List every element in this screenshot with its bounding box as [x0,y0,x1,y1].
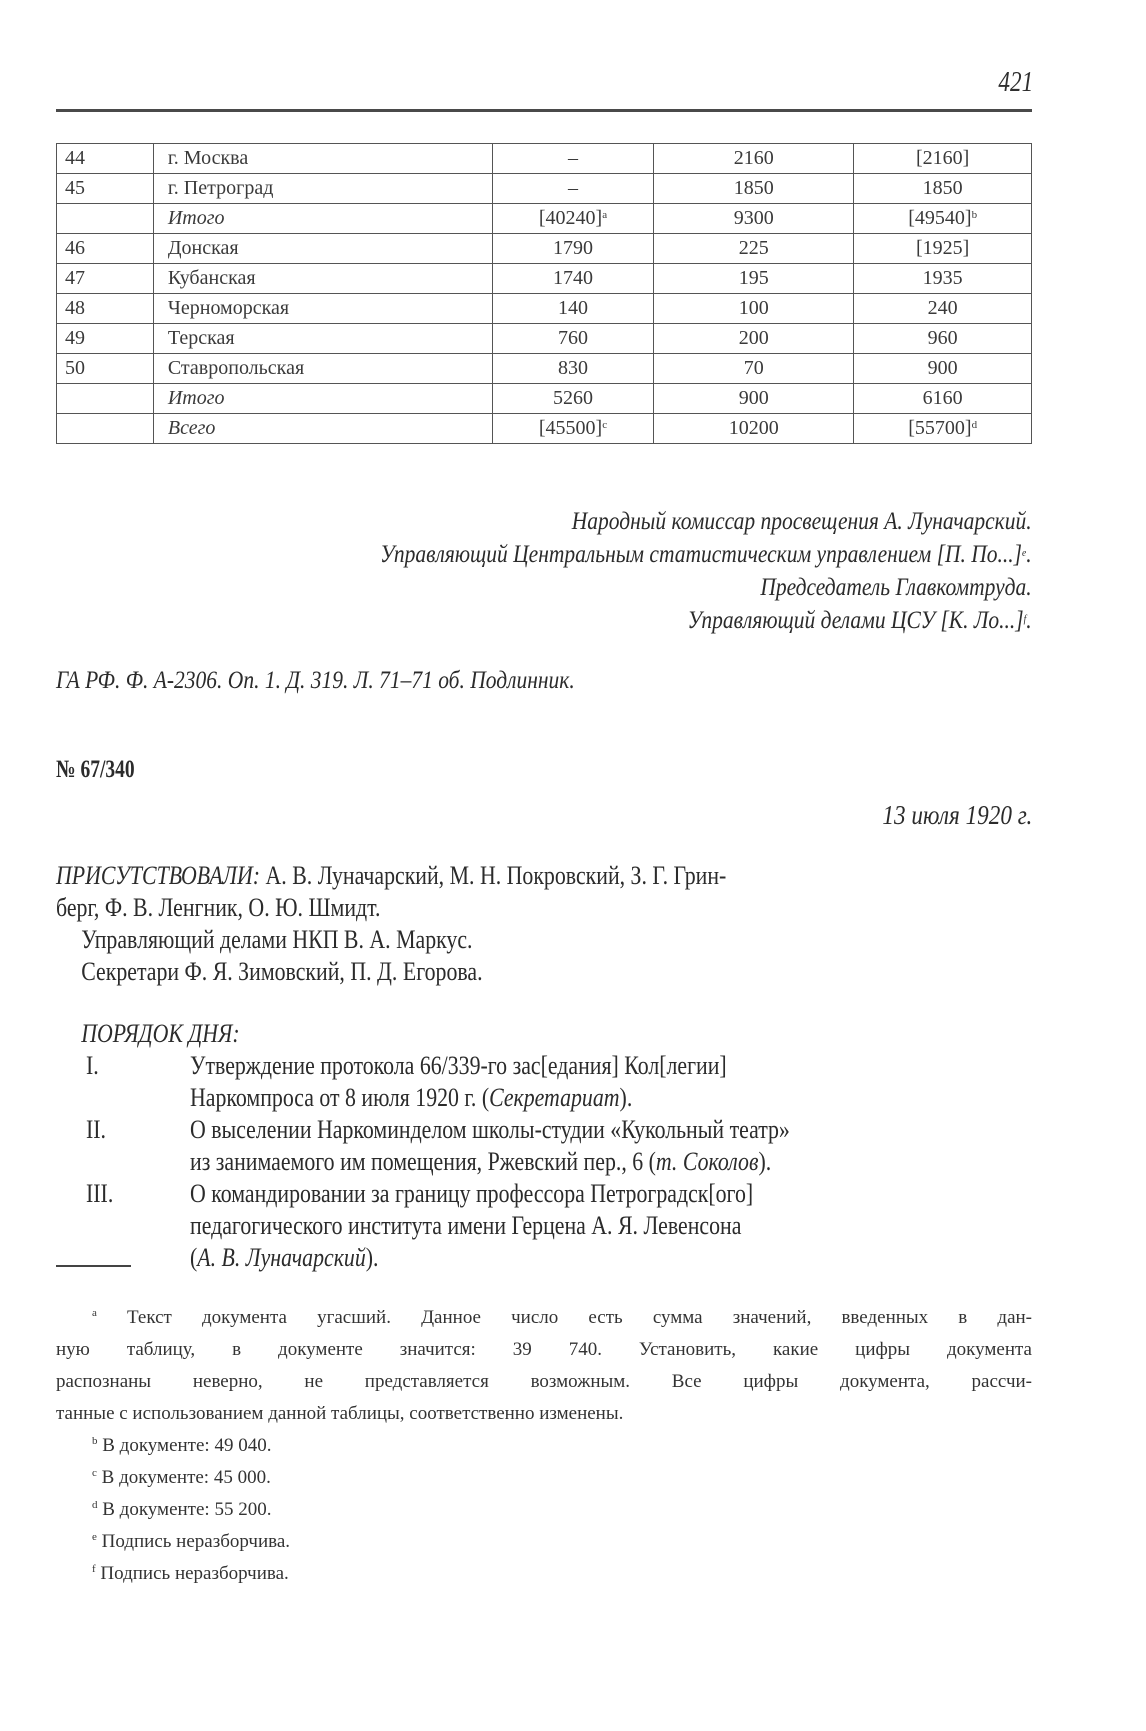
row-number-cell: 50 [57,354,154,384]
row-number-cell: 48 [57,294,154,324]
manager-line: Управляющий делами НКП В. А. Маркус. [81,925,473,954]
footnote-separator [56,1265,131,1267]
row-number-cell: 46 [57,234,154,264]
footnote-mark: f [92,1563,96,1575]
page-number: 421 [998,66,1034,98]
table-row [57,294,1032,324]
agenda-item: I. Утверждение протокола 66/339-го зас[едания] Кол[легии] Наркомпроса от 8 июля 1920 г. (Секретариат). [86,1051,727,1112]
value-cell-1: $[40240]^a$ [492,204,653,234]
agenda-item-number: III. [86,1179,114,1208]
footnote-item: $^f$ Подпись неразборчива. [92,1563,289,1584]
value-cell-1: 1740 [492,264,653,294]
region-name-cell: Итого [153,384,492,414]
row-number-cell: 45 [57,174,154,204]
value-cell-1: – [492,144,653,174]
value-cell-3: 240 [854,294,1032,324]
value-cell-2: 900 [654,384,854,414]
region-name-cell: г. Петроград [153,174,492,204]
value-cell-1: 140 [492,294,653,324]
footnote-item: $^c$ В документе: 45 000. [92,1467,271,1488]
region-name-cell: Кубанская [153,264,492,294]
value-cell-3: [1925] [854,234,1032,264]
value-cell-3: 960 [854,324,1032,354]
value-cell-3: 900 [854,354,1032,384]
table-row [57,234,1032,264]
agenda-item: II. О выселении Наркоминделом школы-студии «Кукольный театр» из занимаемого им помещения, Ржевский пер., 6 (т. Соколов). [86,1115,790,1176]
value-cell-1: – [492,174,653,204]
value-cell-1: 5260 [492,384,653,414]
signature-line: Председатель Главкомтруда. [760,574,1032,601]
secretaries-line: Секретари Ф. Я. Зимовский, П. Д. Егорова. [81,957,483,986]
value-cell-2: 10200 [654,414,854,444]
attendees-label: ПРИСУТСТВОВАЛИ: [56,861,261,890]
region-name-cell: Черноморская [153,294,492,324]
value-cell-3: $[49540]^b$ [854,204,1032,234]
region-name-cell: Ставропольская [153,354,492,384]
table-row [57,174,1032,204]
header-rule [56,109,1032,112]
signatures-block [274,505,1032,637]
table-row [57,264,1032,294]
signature-line: Управляющий Центральным статистическим управлением [П. По...]$^e$. [380,541,1032,568]
value-cell-2: 200 [654,324,854,354]
value-cell-3: 6160 [854,384,1032,414]
agenda-title: ПОРЯДОК ДНЯ: [81,1019,240,1048]
agenda-list [86,1050,1032,1274]
region-name-cell: Донская [153,234,492,264]
region-name-cell: Итого [153,204,492,234]
row-number-cell: 49 [57,324,154,354]
value-cell-3: 1850 [854,174,1032,204]
footnote-mark: c [92,1467,97,1479]
footnote-item: $^d$ В документе: 55 200. [92,1499,272,1520]
region-name-cell: Всего [153,414,492,444]
row-number-cell [57,414,154,444]
value-cell-2: 1850 [654,174,854,204]
value-cell-1: 1790 [492,234,653,264]
value-cell-2: 9300 [654,204,854,234]
value-cell-2: 195 [654,264,854,294]
statistics-table [56,143,1032,444]
document-date: 13 июля 1920 г. [882,800,1032,830]
agenda-item-number: I. [86,1051,99,1080]
signature-line: Управляющий делами ЦСУ [К. Ло...]$^f$. [687,607,1032,634]
value-cell-1: $[45500]^c$ [492,414,653,444]
row-number-cell: 44 [57,144,154,174]
agenda-item-number: II. [86,1115,107,1144]
value-cell-1: 760 [492,324,653,354]
region-name-cell: Терская [153,324,492,354]
footnote-item: $^a$ Текст документа угасший. Данное число есть сумма значений, введенных в дан- ную таблицу, в документе значится: 39 740. Установить, какие цифры документа распознаны неверно, не представляется возможным. Все цифры документа, рассчи- танные с использованием данной таблицы, соответственно изменены. [56,1307,1033,1424]
row-number-cell [57,384,154,414]
table-row [57,324,1032,354]
value-cell-2: 70 [654,354,854,384]
value-cell-1: 830 [492,354,653,384]
table-row [57,414,1032,444]
table-row [57,204,1032,234]
footnote-mark: d [92,1499,98,1511]
row-number-cell: 47 [57,264,154,294]
value-cell-3: $[55700]^d$ [854,414,1032,444]
agenda-item: III. О командировании за границу профессора Петроградск[ого] педагогического института имени Герцена А. Я. Левенсона (А. В. Луначарский). [86,1179,754,1272]
row-number-cell [57,204,154,234]
attendees-section [56,860,1032,988]
table-row [57,384,1032,414]
value-cell-2: 225 [654,234,854,264]
table-row [57,354,1032,384]
document-number: № 67/340 [56,756,135,783]
attendees-line: берг, Ф. В. Ленгник, О. Ю. Шмидт. [56,893,381,922]
attendees-line: ПРИСУТСТВОВАЛИ: А. В. Луначарский, М. Н. Покровский, З. Г. Грин- [56,861,727,890]
footnote-item: $^e$ Подпись неразборчива. [92,1531,291,1552]
footnote-item: $^b$ В документе: 49 040. [92,1435,272,1456]
value-cell-2: 100 [654,294,854,324]
region-name-cell: г. Москва [153,144,492,174]
table-row [57,144,1032,174]
footnote-mark: b [92,1435,98,1447]
value-cell-3: [2160] [854,144,1032,174]
archive-reference: ГА РФ. Ф. А-2306. Оп. 1. Д. 319. Л. 71–71 об. Подлинник. [56,667,575,694]
signature-line: Народный комиссар просвещения А. Луначарский. [572,508,1032,535]
footnote-mark: a [92,1307,97,1319]
value-cell-2: 2160 [654,144,854,174]
footnote-mark: e [92,1531,97,1543]
footnotes [56,1302,1032,1590]
value-cell-3: 1935 [854,264,1032,294]
